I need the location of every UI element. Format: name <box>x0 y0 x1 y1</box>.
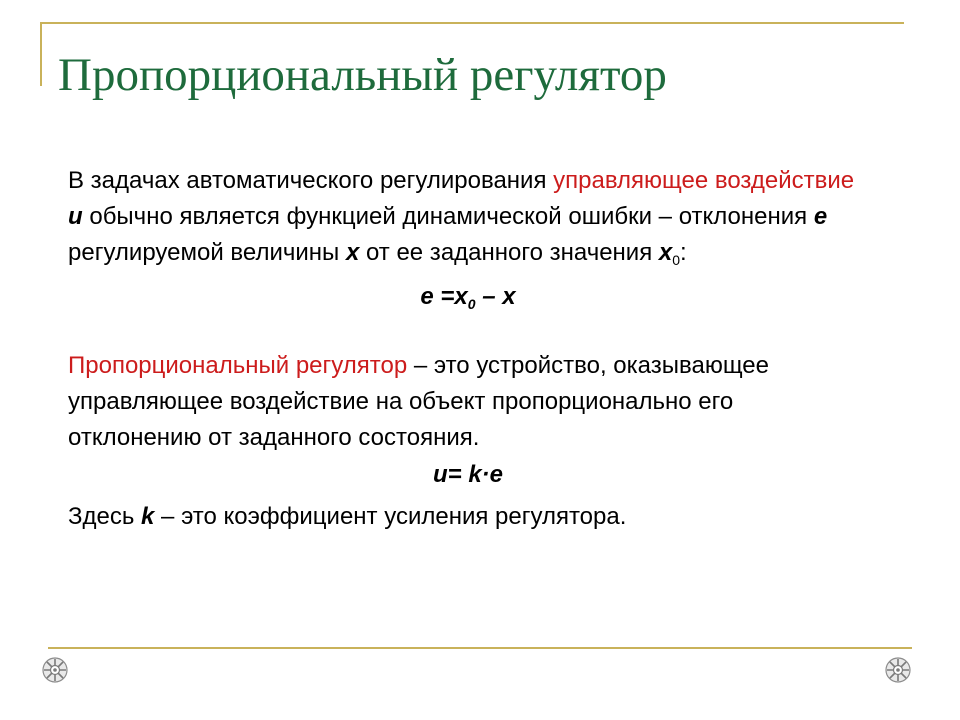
formula-control-law: u= k·e <box>432 461 504 488</box>
frame-top-line <box>40 22 904 24</box>
frame-left-line <box>40 22 42 86</box>
spacer <box>68 315 868 348</box>
text-run: – это коэффициент усиления регулятора. <box>154 503 627 530</box>
formula-error-subscript: 0 <box>467 296 476 312</box>
text-run: от ее заданного значения <box>359 239 659 266</box>
slide-body <box>68 163 868 535</box>
text-run: – это устройство, оказывающее управляющее воздействие на объект пропорционально его отклонению от заданного состояния. <box>68 352 769 451</box>
paragraph-gain <box>68 499 868 535</box>
text-run: В задачах автоматического регулирования <box>68 167 554 194</box>
text-run: : <box>680 239 687 266</box>
highlight-term-control-action: управляющее воздействие <box>553 167 855 194</box>
symbol-e: e <box>813 203 828 230</box>
text-run: регулируемой величины <box>68 239 346 266</box>
paragraph-definition <box>68 163 868 271</box>
symbol-x0-subscript: 0 <box>672 252 681 268</box>
formula-error-right: – x <box>475 283 516 310</box>
footer-separator <box>48 647 912 649</box>
ornament-icon <box>41 656 69 684</box>
formula-error-left: e =x <box>420 283 468 310</box>
formula-error <box>68 279 868 315</box>
paragraph-p-controller <box>68 348 868 456</box>
slide-title: Пропорциональный регулятор <box>58 49 667 101</box>
ornament-icon <box>884 656 912 684</box>
symbol-k: k <box>141 503 155 530</box>
symbol-x0: x <box>658 239 673 266</box>
highlight-term-p-controller: Пропорциональный регулятор <box>68 352 408 379</box>
text-run: обычно является функцией динамической ошибки – отклонения <box>82 203 814 230</box>
text-run: Здесь <box>68 503 142 530</box>
symbol-u: u <box>68 203 83 230</box>
symbol-x: x <box>345 239 360 266</box>
